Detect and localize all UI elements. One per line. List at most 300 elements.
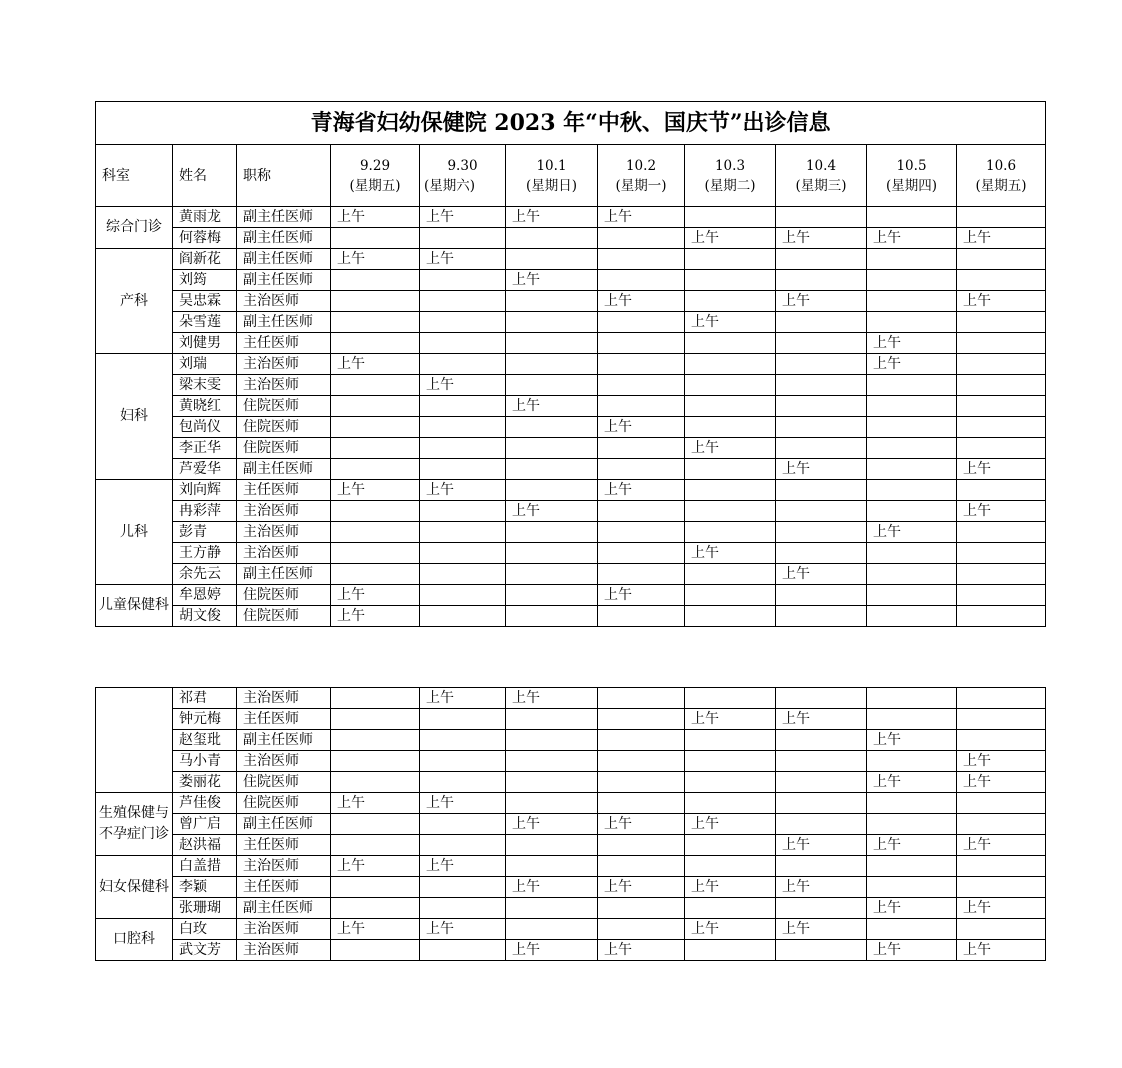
shift-cell	[598, 333, 685, 354]
shift-cell	[506, 459, 598, 480]
shift-cell	[685, 522, 776, 543]
shift-cell: 上午	[867, 835, 957, 856]
doctor-name: 钟元梅	[173, 709, 237, 730]
shift-cell	[957, 207, 1046, 228]
table-row	[96, 249, 1046, 270]
shift-cell: 上午	[685, 228, 776, 249]
shift-cell: 上午	[598, 291, 685, 312]
shift-cell	[598, 709, 685, 730]
doctor-name: 刘瑞	[173, 354, 237, 375]
table-row	[96, 793, 1046, 814]
shift-cell	[957, 793, 1046, 814]
shift-cell	[506, 585, 598, 606]
shift-cell: 上午	[776, 877, 867, 898]
weekday-label: (星期四)	[885, 177, 938, 194]
shift-cell	[420, 940, 506, 961]
doctor-name: 芦爱华	[173, 459, 237, 480]
shift-cell	[957, 480, 1046, 501]
shift-cell	[776, 375, 867, 396]
shift-cell	[957, 396, 1046, 417]
header-date	[598, 145, 685, 207]
doctor-title: 主任医师	[237, 877, 331, 898]
dept-cell: 妇科	[96, 354, 173, 480]
shift-cell: 上午	[420, 688, 506, 709]
shift-cell	[331, 898, 420, 919]
doctor-title: 主治医师	[237, 501, 331, 522]
header-date	[685, 145, 776, 207]
shift-cell	[867, 709, 957, 730]
shift-cell: 上午	[776, 564, 867, 585]
shift-cell	[598, 396, 685, 417]
doctor-title: 副主任医师	[237, 459, 331, 480]
shift-cell	[598, 898, 685, 919]
doctor-name: 赵洪福	[173, 835, 237, 856]
shift-cell	[776, 856, 867, 877]
shift-cell	[331, 751, 420, 772]
doctor-title: 副主任医师	[237, 898, 331, 919]
shift-cell	[331, 333, 420, 354]
table-row	[96, 877, 1046, 898]
shift-cell: 上午	[420, 480, 506, 501]
shift-cell: 上午	[685, 543, 776, 564]
shift-cell	[957, 730, 1046, 751]
doctor-title: 住院医师	[237, 585, 331, 606]
shift-cell	[776, 793, 867, 814]
doctor-name: 李正华	[173, 438, 237, 459]
date-label: 10.1	[536, 157, 567, 174]
table-row	[96, 333, 1046, 354]
shift-cell	[598, 751, 685, 772]
dept-cell: 妇女保健科	[96, 856, 173, 919]
shift-cell	[867, 291, 957, 312]
shift-cell	[685, 459, 776, 480]
doctor-title: 住院医师	[237, 772, 331, 793]
shift-cell: 上午	[420, 207, 506, 228]
shift-cell: 上午	[331, 249, 420, 270]
shift-cell	[598, 919, 685, 940]
shift-cell	[598, 543, 685, 564]
shift-cell	[598, 501, 685, 522]
shift-cell	[867, 375, 957, 396]
shift-cell	[420, 270, 506, 291]
shift-cell	[506, 730, 598, 751]
shift-cell	[598, 835, 685, 856]
shift-cell	[867, 438, 957, 459]
shift-cell: 上午	[506, 501, 598, 522]
shift-cell	[420, 459, 506, 480]
shift-cell: 上午	[776, 291, 867, 312]
shift-cell	[867, 207, 957, 228]
weekday-label: (星期六)	[424, 177, 476, 194]
shift-cell	[685, 793, 776, 814]
shift-cell	[685, 751, 776, 772]
table-row	[96, 480, 1046, 501]
table-row	[96, 228, 1046, 249]
table-row	[96, 522, 1046, 543]
doctor-name: 曾广启	[173, 814, 237, 835]
doctor-name: 白盖措	[173, 856, 237, 877]
shift-cell	[685, 207, 776, 228]
doctor-name: 刘筠	[173, 270, 237, 291]
table-row	[96, 417, 1046, 438]
doctor-name: 冉彩萍	[173, 501, 237, 522]
dept-cell: 综合门诊	[96, 207, 173, 249]
shift-cell	[867, 312, 957, 333]
table-row	[96, 898, 1046, 919]
shift-cell	[867, 856, 957, 877]
shift-cell: 上午	[776, 709, 867, 730]
doctor-name: 朵雪莲	[173, 312, 237, 333]
doctor-title: 主治医师	[237, 543, 331, 564]
shift-cell	[776, 606, 867, 627]
shift-cell	[331, 396, 420, 417]
shift-cell	[506, 480, 598, 501]
shift-cell: 上午	[331, 606, 420, 627]
shift-cell: 上午	[420, 249, 506, 270]
shift-cell: 上午	[867, 940, 957, 961]
shift-cell	[598, 270, 685, 291]
doctor-name: 梁末雯	[173, 375, 237, 396]
shift-cell	[420, 585, 506, 606]
shift-cell	[598, 564, 685, 585]
date-label: 10.6	[986, 157, 1017, 174]
shift-cell	[598, 730, 685, 751]
shift-cell	[685, 396, 776, 417]
shift-cell: 上午	[957, 835, 1046, 856]
shift-cell	[776, 688, 867, 709]
shift-cell	[420, 312, 506, 333]
shift-cell	[685, 249, 776, 270]
shift-cell: 上午	[506, 688, 598, 709]
header-date	[957, 145, 1046, 207]
shift-cell	[957, 606, 1046, 627]
shift-cell	[685, 606, 776, 627]
doctor-title: 主治医师	[237, 751, 331, 772]
doctor-title: 住院医师	[237, 396, 331, 417]
shift-cell: 上午	[867, 772, 957, 793]
schedule-table-continued	[95, 687, 1046, 961]
shift-cell	[867, 585, 957, 606]
shift-cell: 上午	[506, 877, 598, 898]
shift-cell: 上午	[598, 417, 685, 438]
table-row	[96, 207, 1046, 228]
table-row	[96, 814, 1046, 835]
table-row	[96, 459, 1046, 480]
weekday-label: (星期三)	[795, 177, 847, 194]
shift-cell: 上午	[867, 898, 957, 919]
shift-cell	[776, 940, 867, 961]
table-row	[96, 396, 1046, 417]
shift-cell: 上午	[598, 480, 685, 501]
shift-cell	[420, 333, 506, 354]
doctor-name: 娄丽花	[173, 772, 237, 793]
shift-cell	[331, 291, 420, 312]
shift-cell	[776, 772, 867, 793]
shift-cell	[776, 333, 867, 354]
weekday-label: (星期二)	[704, 177, 756, 194]
doctor-title: 副主任医师	[237, 270, 331, 291]
shift-cell	[420, 751, 506, 772]
shift-cell	[506, 249, 598, 270]
date-label: 10.3	[714, 157, 746, 174]
shift-cell	[506, 709, 598, 730]
shift-cell	[685, 772, 776, 793]
doctor-title: 主治医师	[237, 291, 331, 312]
shift-cell: 上午	[685, 709, 776, 730]
shift-cell	[776, 396, 867, 417]
shift-cell	[598, 772, 685, 793]
doctor-title: 副主任医师	[237, 730, 331, 751]
shift-cell: 上午	[867, 522, 957, 543]
shift-cell	[331, 709, 420, 730]
shift-cell	[776, 751, 867, 772]
shift-cell	[957, 877, 1046, 898]
doctor-name: 赵玺玭	[173, 730, 237, 751]
shift-cell	[331, 688, 420, 709]
shift-cell	[685, 898, 776, 919]
doctor-name: 武文芳	[173, 940, 237, 961]
doctor-name: 马小青	[173, 751, 237, 772]
shift-cell: 上午	[957, 772, 1046, 793]
shift-cell: 上午	[331, 793, 420, 814]
shift-cell: 上午	[598, 207, 685, 228]
doctor-title: 副主任医师	[237, 207, 331, 228]
header-date	[776, 145, 867, 207]
doctor-title: 主治医师	[237, 688, 331, 709]
shift-cell: 上午	[598, 940, 685, 961]
shift-cell	[420, 772, 506, 793]
shift-cell	[867, 543, 957, 564]
date-label: 10.2	[625, 157, 657, 174]
shift-cell	[331, 522, 420, 543]
date-label: 9.29	[359, 157, 391, 174]
doctor-title: 主任医师	[237, 835, 331, 856]
shift-cell	[420, 564, 506, 585]
shift-cell	[957, 354, 1046, 375]
header-dept: 科室	[96, 145, 173, 207]
shift-cell	[685, 856, 776, 877]
shift-cell	[957, 312, 1046, 333]
shift-cell: 上午	[867, 354, 957, 375]
table-row	[96, 375, 1046, 396]
shift-cell	[420, 543, 506, 564]
shift-cell	[331, 940, 420, 961]
doctor-name: 张珊瑚	[173, 898, 237, 919]
shift-cell	[506, 898, 598, 919]
shift-cell: 上午	[420, 919, 506, 940]
shift-cell	[598, 375, 685, 396]
doctor-title: 主治医师	[237, 919, 331, 940]
shift-cell	[506, 375, 598, 396]
weekday-label: (星期五)	[975, 177, 1027, 194]
shift-cell	[420, 522, 506, 543]
date-label: 10.4	[805, 157, 837, 174]
table-row	[96, 270, 1046, 291]
shift-cell: 上午	[331, 480, 420, 501]
table-row	[96, 606, 1046, 627]
shift-cell: 上午	[957, 940, 1046, 961]
shift-cell	[867, 919, 957, 940]
shift-cell	[957, 417, 1046, 438]
shift-cell: 上午	[776, 228, 867, 249]
shift-cell	[776, 354, 867, 375]
shift-cell	[957, 438, 1046, 459]
shift-cell	[331, 375, 420, 396]
shift-cell: 上午	[598, 814, 685, 835]
shift-cell	[598, 249, 685, 270]
shift-cell	[331, 543, 420, 564]
shift-cell: 上午	[598, 877, 685, 898]
table-row	[96, 501, 1046, 522]
doctor-title: 主治医师	[237, 940, 331, 961]
shift-cell: 上午	[506, 270, 598, 291]
shift-cell	[957, 270, 1046, 291]
table-row	[96, 730, 1046, 751]
shift-cell: 上午	[867, 228, 957, 249]
doctor-title: 副主任医师	[237, 228, 331, 249]
dept-cell: 生殖保健与不孕症门诊	[96, 793, 173, 856]
shift-cell	[957, 543, 1046, 564]
table-row	[96, 312, 1046, 333]
dept-cell: 产科	[96, 249, 173, 354]
doctor-name: 吴忠霖	[173, 291, 237, 312]
shift-cell	[598, 228, 685, 249]
doctor-name: 包尚仪	[173, 417, 237, 438]
shift-cell: 上午	[776, 835, 867, 856]
shift-cell	[598, 688, 685, 709]
shift-cell	[331, 228, 420, 249]
shift-cell	[685, 688, 776, 709]
shift-cell	[420, 501, 506, 522]
shift-cell	[598, 354, 685, 375]
shift-cell	[957, 333, 1046, 354]
doctor-title: 主治医师	[237, 375, 331, 396]
shift-cell: 上午	[685, 919, 776, 940]
shift-cell	[685, 564, 776, 585]
table-row	[96, 438, 1046, 459]
shift-cell	[331, 501, 420, 522]
shift-cell	[331, 417, 420, 438]
shift-cell	[957, 856, 1046, 877]
header-title: 职称	[237, 145, 331, 207]
shift-cell	[776, 730, 867, 751]
shift-cell	[506, 606, 598, 627]
shift-cell	[506, 543, 598, 564]
schedule-table-main	[95, 101, 1046, 627]
shift-cell	[420, 396, 506, 417]
shift-cell	[331, 835, 420, 856]
shift-cell: 上午	[776, 919, 867, 940]
shift-cell: 上午	[957, 459, 1046, 480]
shift-cell	[685, 291, 776, 312]
shift-cell	[598, 438, 685, 459]
shift-cell	[331, 877, 420, 898]
shift-cell	[776, 438, 867, 459]
doctor-name: 牟恩婷	[173, 585, 237, 606]
shift-cell	[685, 354, 776, 375]
doctor-name: 黄晓红	[173, 396, 237, 417]
table-row	[96, 543, 1046, 564]
table-row	[96, 354, 1046, 375]
shift-cell	[867, 688, 957, 709]
shift-cell: 上午	[331, 207, 420, 228]
doctor-title: 住院医师	[237, 417, 331, 438]
doctor-name: 李颖	[173, 877, 237, 898]
shift-cell	[420, 877, 506, 898]
shift-cell	[506, 772, 598, 793]
shift-cell	[598, 459, 685, 480]
shift-cell	[598, 606, 685, 627]
shift-cell	[420, 730, 506, 751]
shift-cell: 上午	[506, 207, 598, 228]
shift-cell	[957, 375, 1046, 396]
shift-cell: 上午	[506, 940, 598, 961]
doctor-name: 王方静	[173, 543, 237, 564]
shift-cell	[685, 270, 776, 291]
shift-cell	[506, 564, 598, 585]
shift-cell: 上午	[506, 814, 598, 835]
header-name: 姓名	[173, 145, 237, 207]
doctor-title: 主治医师	[237, 354, 331, 375]
shift-cell: 上午	[957, 228, 1046, 249]
doctor-name: 刘向辉	[173, 480, 237, 501]
doctor-title: 主治医师	[237, 522, 331, 543]
shift-cell	[685, 417, 776, 438]
shift-cell	[776, 501, 867, 522]
shift-cell	[685, 375, 776, 396]
dept-cell: 儿科	[96, 480, 173, 585]
shift-cell: 上午	[331, 919, 420, 940]
shift-cell	[776, 312, 867, 333]
shift-cell	[867, 793, 957, 814]
shift-cell	[331, 814, 420, 835]
shift-cell	[420, 228, 506, 249]
shift-cell	[867, 249, 957, 270]
shift-cell	[776, 249, 867, 270]
shift-cell	[331, 459, 420, 480]
header-date	[506, 145, 598, 207]
shift-cell	[957, 709, 1046, 730]
shift-cell	[867, 814, 957, 835]
schedule-body-continued	[96, 688, 1046, 961]
shift-cell	[506, 291, 598, 312]
shift-cell	[420, 417, 506, 438]
shift-cell	[331, 564, 420, 585]
dept-cell: 口腔科	[96, 919, 173, 961]
shift-cell: 上午	[867, 730, 957, 751]
shift-cell: 上午	[957, 501, 1046, 522]
doctor-name: 何蓉梅	[173, 228, 237, 249]
doctor-name: 祁君	[173, 688, 237, 709]
shift-cell	[685, 585, 776, 606]
shift-cell	[867, 606, 957, 627]
table-row	[96, 772, 1046, 793]
shift-cell	[506, 751, 598, 772]
shift-cell	[867, 270, 957, 291]
shift-cell	[331, 270, 420, 291]
shift-cell	[331, 730, 420, 751]
shift-cell	[867, 417, 957, 438]
shift-cell	[506, 228, 598, 249]
shift-cell	[867, 564, 957, 585]
shift-cell	[420, 606, 506, 627]
table-row	[96, 940, 1046, 961]
shift-cell	[420, 438, 506, 459]
shift-cell	[506, 522, 598, 543]
shift-cell	[685, 940, 776, 961]
shift-cell: 上午	[957, 898, 1046, 919]
shift-cell	[867, 751, 957, 772]
